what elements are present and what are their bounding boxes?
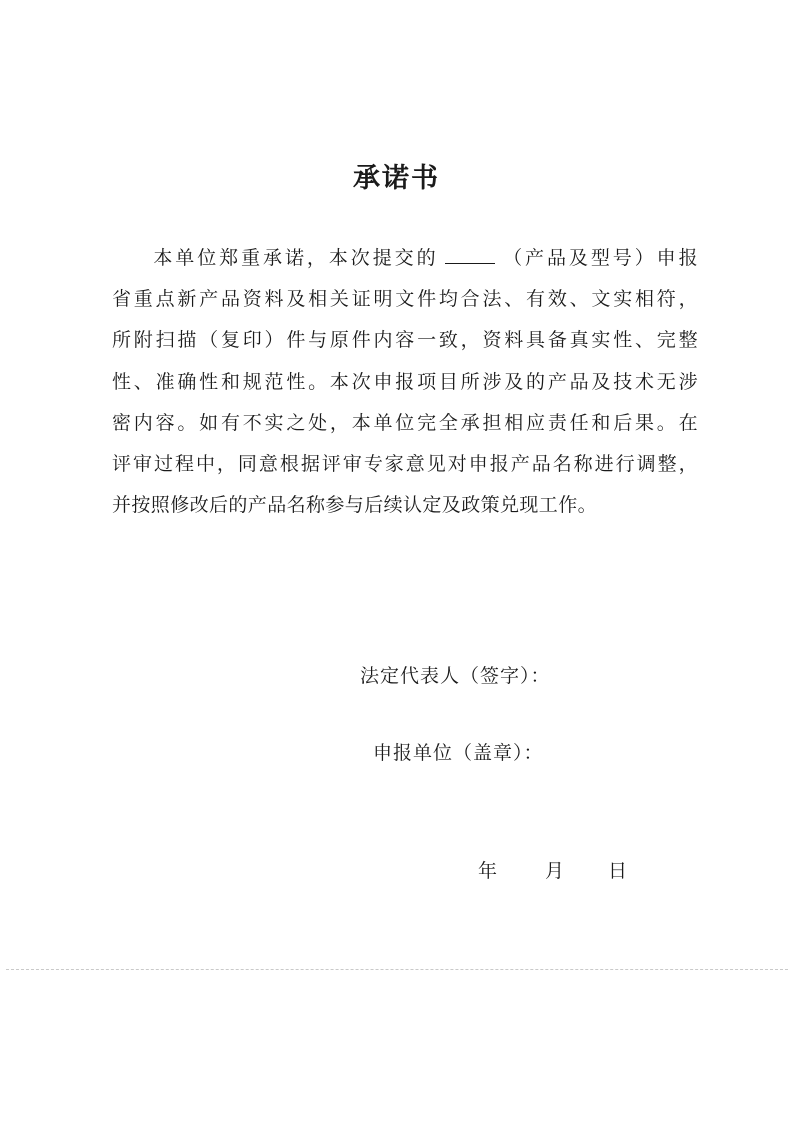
legal-representative-signature-label: 法定代表人（签字）： xyxy=(360,665,551,687)
paragraph-line-end: （产品及型号）申报 xyxy=(500,247,698,269)
date-year-label: 年 xyxy=(478,860,498,882)
product-model-blank xyxy=(445,248,495,264)
date-day-label: 日 xyxy=(608,860,628,882)
scan-divider xyxy=(6,969,788,970)
commitment-paragraph xyxy=(112,238,698,526)
document-title: 承诺书 xyxy=(353,163,440,194)
paragraph-line: 性、准确性和规范性。本次申报项目所涉及的产品及技术无涉 xyxy=(112,370,698,393)
paragraph-line xyxy=(112,238,698,279)
paragraph-line: 并按照修改后的产品名称参与后续认定及政策兑现工作。 xyxy=(112,494,598,517)
paragraph-line: 评审过程中，同意根据评审专家意见对申报产品名称进行调整， xyxy=(112,453,698,476)
applicant-unit-seal-label: 申报单位（盖章）： xyxy=(373,742,544,764)
paragraph-line-start: 本单位郑重承诺，本次提交的 xyxy=(150,247,439,269)
paragraph-line: 省重点新产品资料及相关证明文件均合法、有效、文实相符， xyxy=(112,288,698,311)
paragraph-line: 所附扫描（复印）件与原件内容一致，资料具备真实性、完整 xyxy=(112,329,698,352)
paragraph-line: 密内容。如有不实之处，本单位完全承担相应责任和后果。在 xyxy=(112,411,698,434)
date-month-label: 月 xyxy=(545,860,565,882)
